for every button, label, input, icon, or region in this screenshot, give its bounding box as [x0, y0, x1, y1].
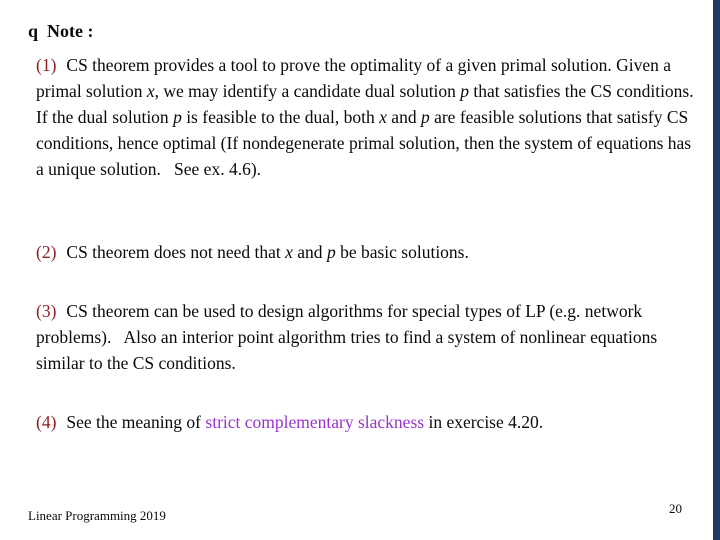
note-header	[28, 21, 94, 42]
paragraph-4	[36, 409, 694, 435]
text-segment: that satisfies the CS conditions. If the dual solution	[36, 81, 703, 127]
math-variable: p	[173, 107, 182, 127]
text-segment: are feasible solutions that satisfy CS conditions, hence optimal (If nondegenerate primal solution, then the system of equations has a unique solution. See ex. 4.6).	[36, 107, 696, 179]
math-variable: p	[326, 242, 336, 262]
text-segment: and	[386, 107, 421, 127]
paragraph-3	[36, 298, 694, 376]
square-bullet-icon: q	[28, 21, 39, 41]
text-segment: CS theorem does not need that	[66, 242, 286, 262]
note-label: Note :	[47, 21, 94, 41]
math-variable: x	[285, 242, 293, 262]
math-variable: x	[379, 107, 387, 127]
text-segment: and	[292, 242, 327, 262]
footer-course-label: Linear Programming 2019	[28, 508, 166, 523]
paragraph-number: (2)	[36, 242, 57, 262]
slide-right-border	[713, 0, 720, 540]
text-segment: CS theorem can be used to design algorithms for special types of LP (e.g. network problems). Also an interior point algorithm tries to find a system of nonlinear equations similar to the CS conditions.	[36, 301, 662, 373]
text-segment: be basic solutions.	[335, 242, 469, 262]
paragraph-number: (1)	[36, 55, 57, 75]
text-segment: in exercise 4.20.	[424, 412, 544, 432]
text-segment: CS theorem provides a tool to prove the optimality of a given primal solution. Given a primal solution	[36, 55, 676, 101]
paragraph-number: (4)	[36, 412, 57, 432]
math-variable: p	[460, 81, 470, 101]
highlighted-term: strict complementary slackness	[205, 412, 425, 432]
paragraph-1	[36, 52, 703, 182]
text-segment: See the meaning of	[66, 412, 206, 432]
math-variable: p	[420, 107, 430, 127]
math-variable: x	[146, 81, 155, 101]
paragraph-number: (3)	[36, 301, 57, 321]
page-number: 20	[669, 501, 682, 516]
paragraph-2	[36, 239, 694, 265]
text-segment: , we may identify a candidate dual solution	[154, 81, 461, 101]
text-segment: is feasible to the dual, both	[181, 107, 380, 127]
